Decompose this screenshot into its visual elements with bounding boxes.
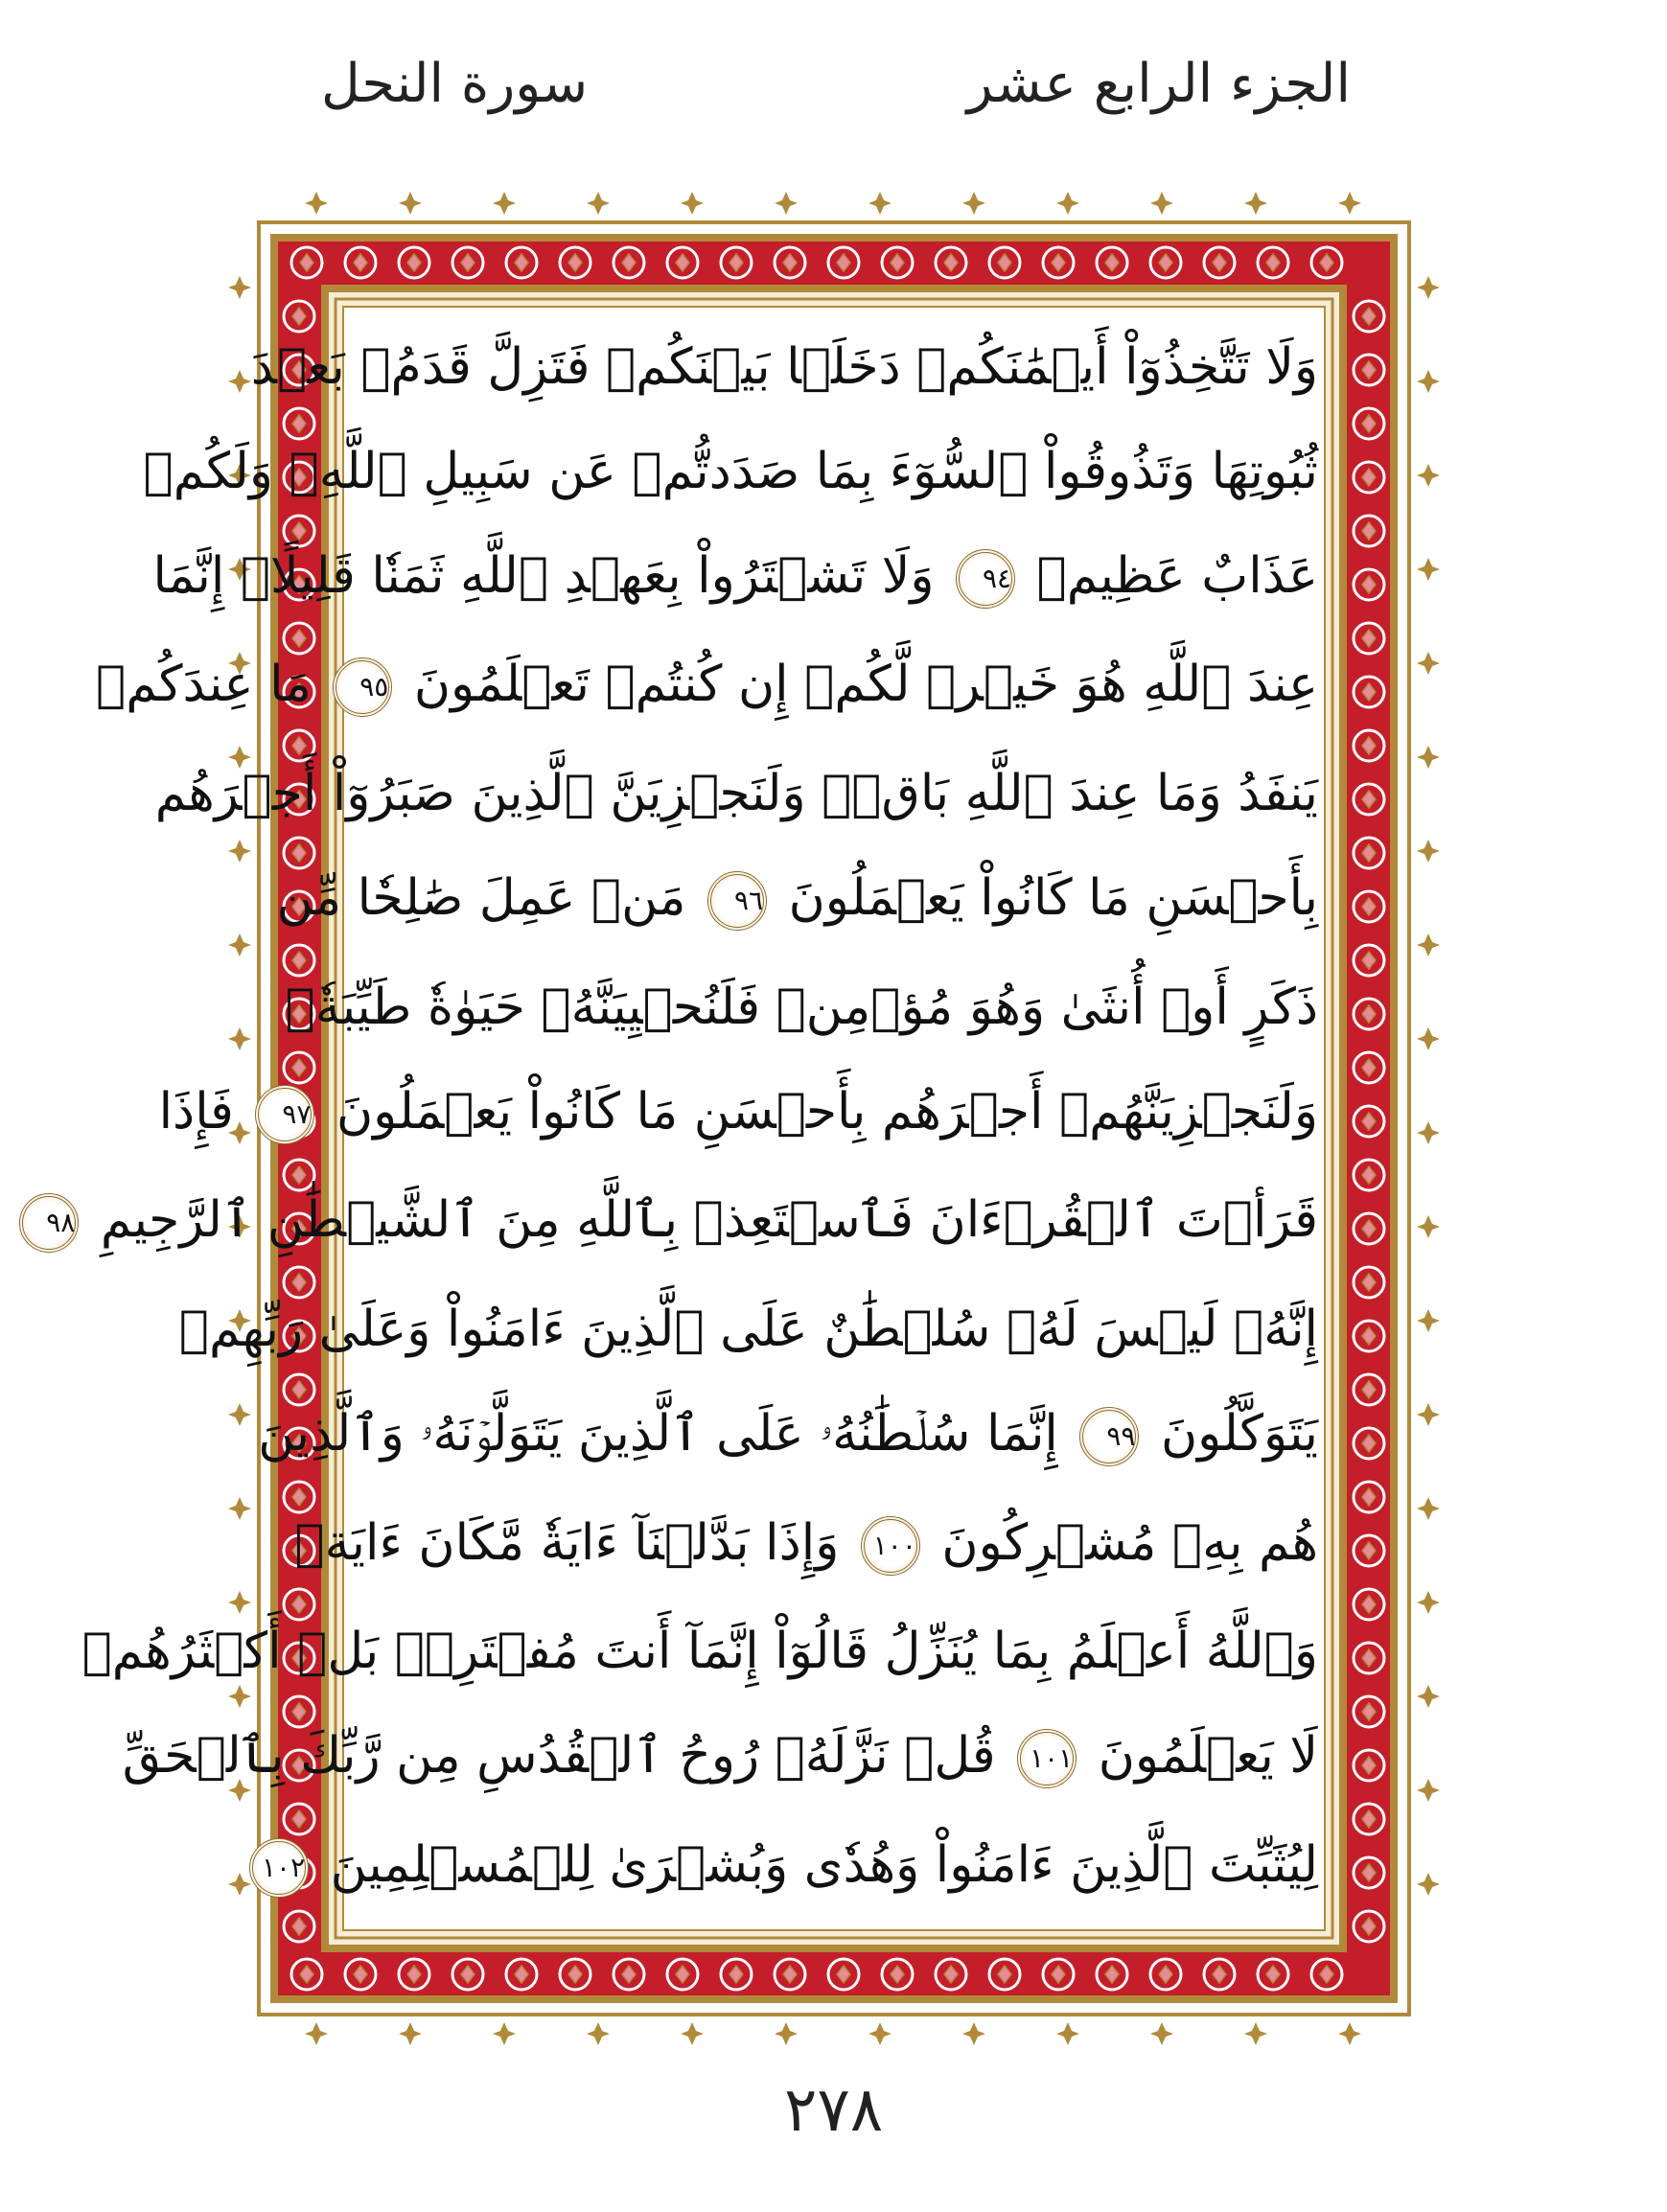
fleuron-ornament <box>1417 558 1440 581</box>
verse-line <box>122 1727 1318 1788</box>
fleuron-ornament <box>228 1403 251 1426</box>
fleuron-ornament <box>228 1685 251 1708</box>
fleuron-ornament <box>1244 2022 1267 2045</box>
fleuron-ornament <box>228 276 251 299</box>
fleuron-ornament <box>1056 2022 1079 2045</box>
verse-line <box>46 1191 1318 1253</box>
verse-text: وَلَا تَشۡتَرُواْ بِعَهۡدِ ٱللَّهِ ثَمَنٗا قَلِيلًاۚ إِنَّمَا <box>152 546 935 605</box>
verse-line <box>276 869 1318 931</box>
verse-text: وَلَا تَتَّخِذُوٓاْ أَيۡمَٰنَكُمۡ دَخَلَۢا بَيۡنَكُمۡ فَتَزِلَّ قَدَمُۢ بَعۡدَ <box>250 338 1318 396</box>
page-number: ٢٧٨ <box>783 2075 884 2146</box>
fleuron-ornament <box>228 1027 251 1050</box>
fleuron-ornament <box>1417 933 1440 956</box>
fleuron-ornament <box>399 2022 422 2045</box>
fleuron-ornament <box>868 2022 891 2045</box>
fleuron-ornament <box>1417 1215 1440 1238</box>
fleuron-ornament <box>962 2022 985 2045</box>
verse-text: قَرَأۡتَ ٱلۡقُرۡءَانَ فَٱسۡتَعِذۡ بِٱللَّهِ مِنَ ٱلشَّيۡطَٰنِ ٱلرَّجِيمِ <box>100 1191 1318 1250</box>
ayah-number-marker: ٩٧ <box>255 1085 314 1144</box>
verse-line <box>154 765 1318 823</box>
verse-text: إِنَّهُۥ لَيۡسَ لَهُۥ سُلۡطَٰنٌ عَلَى ٱلَّذِينَ ءَامَنُواْ وَعَلَىٰ رَبِّهِمۡ <box>178 1301 1318 1359</box>
fleuron-ornament <box>1417 1685 1440 1708</box>
ayah-number-marker: ٩٤ <box>956 549 1015 609</box>
ayah-number-marker: ١٠٢ <box>249 1838 309 1898</box>
fleuron-ornament <box>1150 192 1173 215</box>
verse-text: لَا يَعۡلَمُونَ <box>1098 1727 1318 1786</box>
verse-text: ثُبُوتِهَا وَتَذُوقُواْ ٱلسُّوٓءَ بِمَا صَدَدتُّمۡ عَن سَبِيلِ ٱللَّهِۖ وَلَكُمۡ <box>143 442 1318 500</box>
verse-line <box>261 1835 1318 1898</box>
verse-text: قُلۡ نَزَّلَهُۥ رُوحُ ٱلۡقُدُسِ مِن رَّبِّكَ بِٱلۡحَقِّ <box>122 1727 996 1786</box>
ayah-number-marker: ١٠١ <box>1017 1729 1077 1788</box>
verse-line <box>81 1623 1318 1681</box>
ayah-number-marker: ١٠٠ <box>861 1516 920 1576</box>
fleuron-ornament <box>1056 192 1079 215</box>
fleuron-ornament <box>1150 2022 1173 2045</box>
fleuron-ornament <box>1417 1403 1440 1426</box>
fleuron-ornament <box>493 192 516 215</box>
verse-text: لِيُثَبِّتَ ٱلَّذِينَ ءَامَنُواْ وَهُدٗى وَبُشۡرَىٰ لِلۡمُسۡلِمِينَ <box>330 1835 1318 1894</box>
fleuron-ornament <box>1338 192 1361 215</box>
fleuron-ornament <box>305 192 328 215</box>
verse-text: يَنفَدُ وَمَا عِندَ ٱللَّهِ بَاقٖۗ وَلَنَجۡزِيَنَّ ٱلَّذِينَ صَبَرُوٓاْ أَجۡرَهُم <box>154 765 1318 823</box>
ayah-number-marker: ٩٥ <box>333 657 392 717</box>
fleuron-ornament <box>1417 652 1440 675</box>
verse-text: عِندَ ٱللَّهِ هُوَ خَيۡرٞ لَّكُمۡ إِن كُنتُمۡ تَعۡلَمُونَ <box>413 656 1318 714</box>
verse-text: مَنۡ عَمِلَ صَٰلِحٗا مِّن <box>276 869 686 928</box>
fleuron-ornament <box>1338 2022 1361 2045</box>
fleuron-ornament <box>493 2022 516 2045</box>
verse-line <box>178 1301 1318 1359</box>
verse-text: إِنَّمَا سُلۡطَٰنُهُۥ عَلَى ٱلَّذِينَ يَتَوَلَّوۡنَهُۥ وَٱلَّذِينَ <box>258 1404 1058 1463</box>
verse-text: عَذَابٌ عَظِيمٞ <box>1036 546 1318 605</box>
fleuron-ornament <box>775 192 798 215</box>
fleuron-ornament <box>868 192 891 215</box>
ayah-number-marker: ٩٦ <box>707 871 767 931</box>
fleuron-ornament <box>1417 1779 1440 1802</box>
fleuron-ornament <box>1417 1309 1440 1332</box>
fleuron-ornament <box>962 192 985 215</box>
fleuron-ornament <box>1417 370 1440 393</box>
verse-line <box>143 442 1318 500</box>
fleuron-ornament <box>228 933 251 956</box>
verse-text: مَا عِندَكُمۡ <box>95 656 312 714</box>
verse-text: ذَكَرٍ أَوۡ أُنثَىٰ وَهُوَ مُؤۡمِنٞ فَلَنُحۡيِيَنَّهُۥ حَيَوٰةٗ طَيِّبَةٗۖ <box>285 978 1318 1036</box>
verse-text: وَلَنَجۡزِيَنَّهُمۡ أَجۡرَهُم بِأَحۡسَنِ مَا كَانُواْ يَعۡمَلُونَ <box>336 1082 1318 1141</box>
fleuron-ornament <box>1417 1027 1440 1050</box>
fleuron-ornament <box>1417 840 1440 863</box>
ayah-number-marker: ٩٩ <box>1079 1407 1139 1466</box>
verse-text: هُم بِهِۦ مُشۡرِكُونَ <box>941 1513 1318 1572</box>
fleuron-ornament <box>1417 1591 1440 1614</box>
verse-line <box>258 1404 1318 1466</box>
fleuron-ornament <box>228 1591 251 1614</box>
fleuron-ornament <box>1417 464 1440 487</box>
verse-text: وَٱللَّهُ أَعۡلَمُ بِمَا يُنَزِّلُ قَالُوٓاْ إِنَّمَآ أَنتَ مُفۡتَرِۭۚ بَلۡ أَكۡثَرُهُمۡ <box>81 1623 1318 1681</box>
verse-line <box>250 338 1318 396</box>
quran-text-panel <box>46 331 1318 1912</box>
fleuron-ornament <box>1417 746 1440 769</box>
juz-header: الجزء الرابع عشر <box>966 53 1351 115</box>
fleuron-ornament <box>228 370 251 393</box>
fleuron-ornament <box>305 2022 328 2045</box>
fleuron-ornament <box>1417 1121 1440 1144</box>
verse-text: يَتَوَكَّلُونَ <box>1160 1404 1318 1463</box>
fleuron-ornament <box>681 192 704 215</box>
fleuron-ornament <box>587 192 610 215</box>
fleuron-ornament <box>399 192 422 215</box>
fleuron-ornament <box>228 1497 251 1520</box>
verse-line <box>294 1513 1318 1576</box>
fleuron-ornament <box>1417 276 1440 299</box>
fleuron-ornament <box>1417 1873 1440 1896</box>
verse-line <box>158 1082 1318 1144</box>
fleuron-ornament <box>1417 1497 1440 1520</box>
surah-header: سورة النحل <box>321 53 589 115</box>
verse-text: وَإِذَا بَدَّلۡنَآ ءَايَةٗ مَّكَانَ ءَايَةٖ <box>294 1513 840 1572</box>
fleuron-ornament <box>775 2022 798 2045</box>
fleuron-ornament <box>681 2022 704 2045</box>
verse-line <box>152 546 1318 609</box>
verse-text: بِأَحۡسَنِ مَا كَانُواْ يَعۡمَلُونَ <box>788 869 1318 928</box>
verse-line <box>95 656 1318 717</box>
fleuron-ornament <box>587 2022 610 2045</box>
fleuron-ornament <box>228 840 251 863</box>
fleuron-ornament <box>1244 192 1267 215</box>
verse-line <box>285 978 1318 1036</box>
ayah-number-marker: ٩٨ <box>19 1193 79 1253</box>
verse-text: فَإِذَا <box>158 1082 234 1141</box>
